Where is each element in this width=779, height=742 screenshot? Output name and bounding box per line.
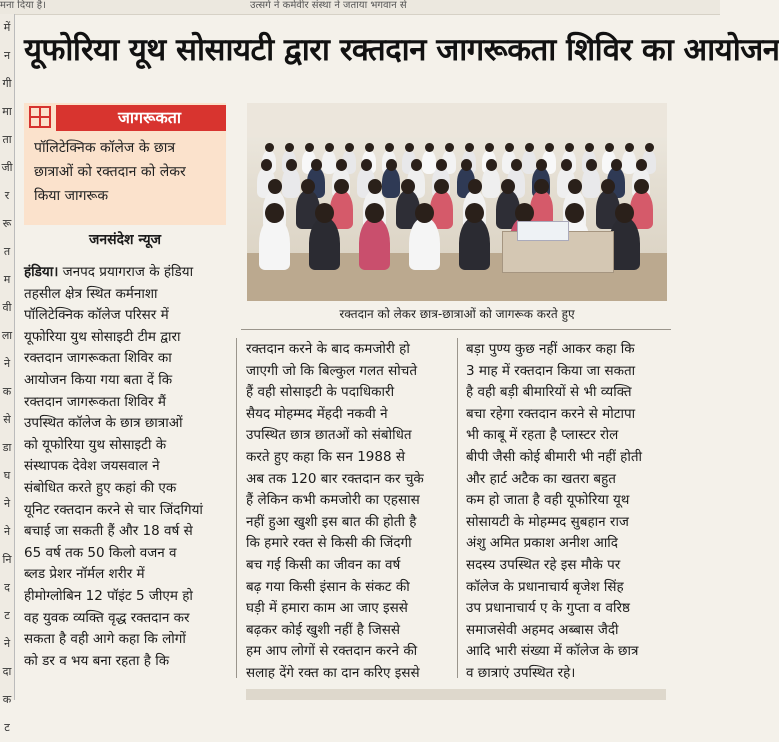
person-head-shape xyxy=(285,143,294,152)
article-line: आयोजन किया गया बता दें कि xyxy=(24,371,173,388)
article-line: उपस्थित कॉलेज के छात्र छात्राओं xyxy=(24,415,183,432)
article-line: जाएगी जो कि बिल्कुल गलत सोचते xyxy=(246,362,418,379)
article-line: हैं वही सोसाइटी के पदाधिकारी xyxy=(246,384,395,401)
article-line: सोसायटी के मोहम्मद सुबहान राज xyxy=(466,513,629,530)
article-line: को डर व भय बना रहता है कि xyxy=(24,652,170,669)
person-head-shape xyxy=(445,143,454,152)
article-line: है वही बड़ी बीमारियों से भी व्यक्ति xyxy=(466,384,632,401)
article-line: तहसील क्षेत्र स्थित कर्मनाशा xyxy=(24,285,158,302)
article-line: बचा रहेगा रक्तदान करने से मोटापा xyxy=(466,405,636,422)
article-line: रक्तदान जागरूकता शिविर का xyxy=(24,350,172,367)
person-head-shape xyxy=(561,159,572,171)
article-line: पॉलिटेक्निक कॉलेज परिसर में xyxy=(24,307,169,324)
column-divider xyxy=(236,338,237,678)
tag-text xyxy=(34,136,222,208)
next-story-edge xyxy=(246,689,666,700)
person-head-shape xyxy=(286,159,297,171)
article-line: उप प्रधानाचार्य ए के गुप्ता व वरिष्ठ xyxy=(466,600,630,617)
left-strip-fragment: त xyxy=(3,245,11,258)
left-strip-fragment: रू xyxy=(2,217,12,230)
person-head-shape xyxy=(434,179,448,194)
left-strip-fragment: न xyxy=(3,49,11,62)
person-head-shape xyxy=(525,143,534,152)
caption-rule xyxy=(241,329,671,330)
left-strip-fragment: र xyxy=(4,189,10,202)
person-head-shape xyxy=(334,179,348,194)
person-head-shape xyxy=(536,159,547,171)
person-shape xyxy=(382,167,400,198)
person-head-shape xyxy=(586,159,597,171)
article-line: बड़ा पुण्य कुछ नहीं आकर कहा कि xyxy=(466,341,635,357)
article-line: रक्तदान करने के बाद कमजोरी हो xyxy=(246,341,410,357)
person-head-shape xyxy=(545,143,554,152)
photo-caption: रक्तदान को लेकर छात्र-छात्राओं को जागरूक करते हुए xyxy=(339,307,575,321)
article-line: बच गई किसी का जीवन का वर्ष xyxy=(246,556,401,573)
article-line: रक्तदान जागरूकता शिविर मैं xyxy=(24,393,166,410)
column-divider xyxy=(457,338,458,678)
person-head-shape xyxy=(325,143,334,152)
article-line: बढ़कर कोई खुशी नहीं है जिससे xyxy=(246,621,400,638)
left-strip-fragment: ट xyxy=(4,609,10,622)
dateline: हंडिया। xyxy=(24,264,59,280)
person-head-shape xyxy=(345,143,354,152)
left-strip-fragment: घ xyxy=(3,469,11,482)
person-shape xyxy=(482,167,500,198)
article-line: सदस्य उपस्थित रहे इस मौके पर xyxy=(466,556,621,573)
article-line: हीमोग्लोबिन 12 पॉइंट 5 जीएम हो xyxy=(24,587,193,604)
person-head-shape xyxy=(465,143,474,152)
person-shape xyxy=(409,217,440,270)
person-head-shape xyxy=(311,159,322,171)
article-line: समाजसेवी अहमद अब्बास जैदी xyxy=(466,621,619,638)
person-head-shape xyxy=(568,179,582,194)
person-head-shape xyxy=(461,159,472,171)
article-line: कॉलेज के प्रधानाचार्य बृजेश सिंह xyxy=(466,578,624,595)
article-line: सलाह देंगे रक्त का दान करिए इससे xyxy=(246,664,420,681)
article-line: कम हो जाता है वही यूफोरिया यूथ xyxy=(466,492,630,509)
person-shape xyxy=(259,217,290,270)
tag-text-line: पॉलिटेक्निक कॉलेज के छात्र xyxy=(34,140,176,156)
article-line: कि हमारे रक्त से किसी की जिंदगी xyxy=(246,535,412,552)
person-head-shape xyxy=(336,159,347,171)
newspaper-logo-icon xyxy=(29,106,51,128)
article-line: यूनिट रक्तदान करने से चार जिंदगियां xyxy=(24,501,203,518)
article-line: सैयद मोहम्मद मेंहदी नकवी ने xyxy=(246,405,388,422)
person-head-shape xyxy=(268,179,282,194)
person-shape xyxy=(309,217,340,270)
person-head-shape xyxy=(605,143,614,152)
article-line: अंशु अमित प्रकाश अनीश आदि xyxy=(466,535,618,552)
article-line: यूफोरिया युथ सोसाइटी टीम द्वारा xyxy=(24,328,181,345)
left-strip-fragment: गी xyxy=(2,77,12,90)
person-head-shape xyxy=(365,143,374,152)
top-strip xyxy=(0,0,720,15)
article-line: वह युवक व्यक्ति वृद्ध रक्तदान कर xyxy=(24,609,190,626)
left-strip-fragment: डा xyxy=(2,441,12,454)
left-strip-fragment: ने xyxy=(3,497,11,510)
person-shape xyxy=(359,217,390,270)
person-head-shape xyxy=(486,159,497,171)
article-line: आदि भारी संख्या में कॉलेज के छात्र xyxy=(466,643,639,660)
person-shape xyxy=(282,167,300,198)
top-strip-left-fragment: मना दिया है। xyxy=(0,0,46,11)
article-line: घड़ी में हमारा काम आ जाए इससे xyxy=(246,600,408,617)
person-head-shape xyxy=(585,143,594,152)
article-line: ब्लड प्रेशर नॉर्मल शरीर में xyxy=(24,566,145,583)
person-head-shape xyxy=(436,159,447,171)
person-head-shape xyxy=(625,143,634,152)
headline: यूफोरिया यूथ सोसायटी द्वारा रक्तदान जागरूकता शिविर का आयोजन xyxy=(24,32,779,68)
left-strip-fragment: वी xyxy=(2,301,12,314)
person-head-shape xyxy=(386,159,397,171)
left-strip-fragment: ला xyxy=(1,329,13,342)
article-line: उपस्थित छात्र छातओं को संबोधित xyxy=(246,427,412,444)
tag-text-line: छात्राओं को रक्तदान को लेकर xyxy=(34,164,186,180)
tag-box xyxy=(24,103,226,225)
person-head-shape xyxy=(305,143,314,152)
left-strip-fragment: ता xyxy=(2,133,12,146)
left-strip-fragment: ट xyxy=(4,721,10,734)
person-head-shape xyxy=(468,179,482,194)
article-line: भी काबू में रहता है प्लास्टर रोल xyxy=(466,427,619,444)
person-head-shape xyxy=(565,143,574,152)
left-strip-fragment: दा xyxy=(2,665,12,678)
person-head-shape xyxy=(485,143,494,152)
left-neighbour-column xyxy=(0,14,15,734)
article-column-3 xyxy=(466,339,680,685)
person-head-shape xyxy=(645,143,654,152)
left-strip-fragment: द xyxy=(4,581,10,594)
person-head-shape xyxy=(636,159,647,171)
left-strip-fragment: क xyxy=(2,693,12,706)
article-line: हैं लेकिन कभी कमजोरी का एहसास xyxy=(246,492,420,509)
person-shape xyxy=(582,167,600,198)
person-head-shape xyxy=(505,143,514,152)
tag-text-line: किया जागरूक xyxy=(34,188,109,204)
article-column-2 xyxy=(246,339,452,685)
person-head-shape xyxy=(368,179,382,194)
article-line: को यूफोरिया युथ सोसाइटी के xyxy=(24,436,167,453)
left-strip-fragment: ने xyxy=(3,525,11,538)
article-line: नहीं हुआ खुशी इस बात की होती है xyxy=(246,513,417,530)
left-strip-fragment: जी xyxy=(1,161,13,174)
person-head-shape xyxy=(385,143,394,152)
article-column-1 xyxy=(24,262,230,672)
left-strip-fragment: में xyxy=(3,21,11,34)
news-photo xyxy=(247,103,667,301)
person-head-shape xyxy=(361,159,372,171)
person-head-shape xyxy=(634,179,648,194)
water-dispenser-shape xyxy=(517,221,569,241)
article-line: बढ़ गया किसी इंसान के संकट की xyxy=(246,578,410,595)
person-head-shape xyxy=(534,179,548,194)
person-head-shape xyxy=(611,159,622,171)
article-line: और हार्ट अटैक का खतरा बहुत xyxy=(466,470,616,487)
article-line: 65 वर्ष तक 50 किलो वजन व xyxy=(24,544,177,561)
top-strip-right-fragment: उत्सर्ग ने कर्मवीर संस्था ने जताया भगवान से xyxy=(250,0,407,11)
article-line: बचाई जा सकती हैं और 18 वर्ष से xyxy=(24,523,193,540)
article-line: हंडिया। जनपद प्रयागराज के हंडिया xyxy=(24,264,194,280)
person-shape xyxy=(459,217,490,270)
article-line: बीपी जैसी कोई बीमारी भी नहीं होती xyxy=(466,448,643,465)
article-line: करते हुए कहा कि सन 1988 से xyxy=(246,448,405,465)
person-head-shape xyxy=(405,143,414,152)
left-strip-fragment: नि xyxy=(2,553,12,566)
left-strip-fragment: मा xyxy=(2,105,12,118)
article-line: सकता है वही आगे कहा कि लोगों xyxy=(24,631,186,648)
person-head-shape xyxy=(261,159,272,171)
left-strip-fragment: ने xyxy=(3,357,11,370)
person-head-shape xyxy=(511,159,522,171)
article-line: हम आप लोगों से रक्तदान करने की xyxy=(246,643,418,660)
article-line: संस्थापक देवेश जयसवाल ने xyxy=(24,458,160,475)
person-head-shape xyxy=(411,159,422,171)
byline: जनसंदेश न्यूज xyxy=(88,232,162,248)
article-line: व छात्राएं उपस्थित रहे। xyxy=(466,664,576,681)
person-head-shape xyxy=(425,143,434,152)
tag-label: जागरूकता xyxy=(56,105,226,131)
left-strip-fragment: से xyxy=(3,413,11,426)
person-head-shape xyxy=(265,143,274,152)
article-line: संबोधित करते हुए कहां की एक xyxy=(24,479,177,496)
left-strip-fragment: म xyxy=(3,273,11,286)
left-strip-fragment: ने xyxy=(3,637,11,650)
left-strip-fragment: क xyxy=(2,385,12,398)
article-line: अब तक 120 बार रक्तदान कर चुके xyxy=(246,470,424,487)
article-line: 3 माह में रक्तदान किया जा सकता xyxy=(466,362,636,379)
